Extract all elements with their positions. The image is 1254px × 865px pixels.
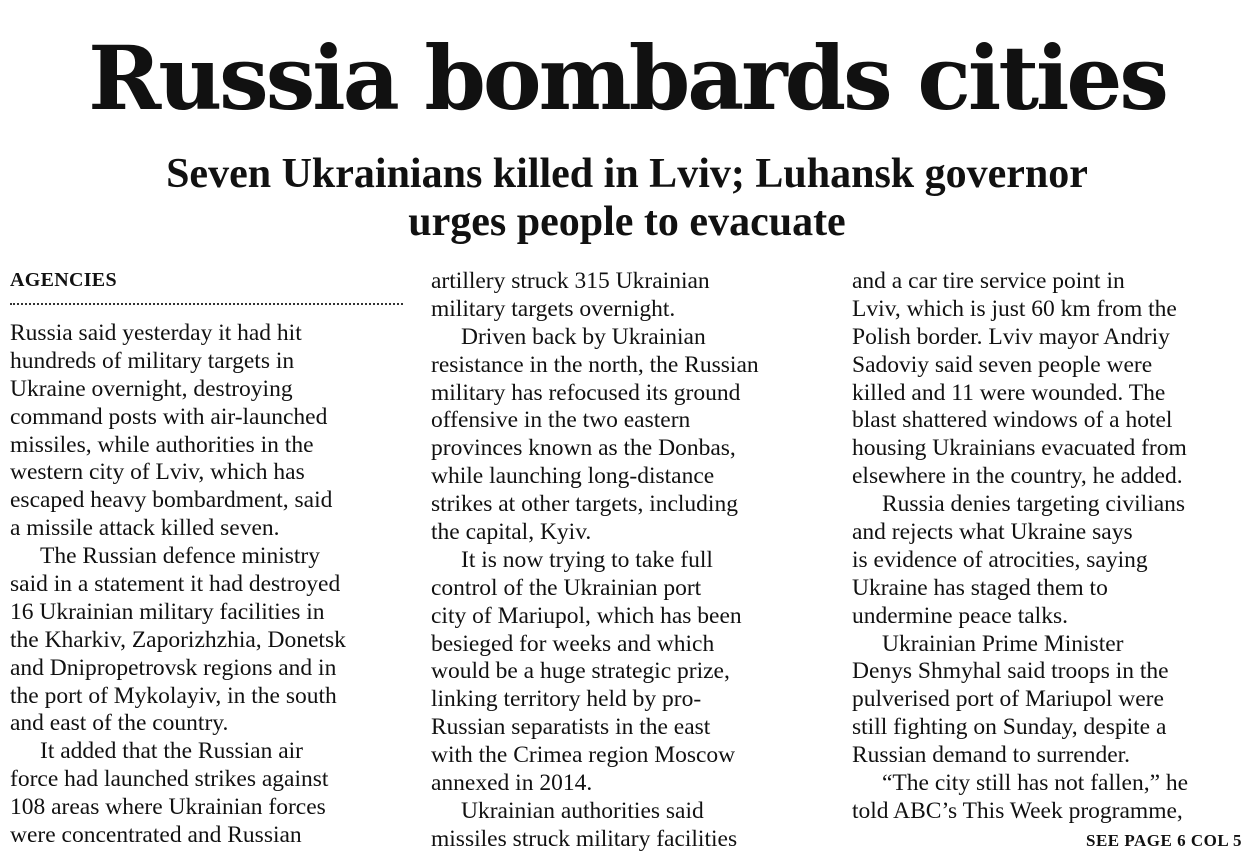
article-column-1 bbox=[10, 320, 405, 850]
article-text-line: besieged for weeks and which bbox=[431, 630, 715, 657]
article-text-line: still fighting on Sunday, despite a bbox=[852, 714, 1167, 741]
headline: Russia bombards cities bbox=[88, 26, 1166, 130]
article-text-line: resistance in the north, the Russian bbox=[431, 351, 759, 378]
article-text-line: housing Ukrainians evacuated from bbox=[852, 435, 1187, 462]
article-text-line: blast shattered windows of a hotel bbox=[852, 407, 1173, 434]
article-text-line: military targets overnight. bbox=[431, 295, 676, 322]
subheadline-line-1: Seven Ukrainians killed in Lviv; Luhansk governor bbox=[166, 151, 1088, 197]
byline-divider bbox=[10, 303, 403, 305]
article-text-line: linking territory held by pro- bbox=[431, 686, 702, 713]
article-text-line: Ukrainian authorities said bbox=[461, 797, 704, 824]
article-text-line: city of Mariupol, which has been bbox=[431, 602, 742, 629]
article-text-line: and rejects what Ukraine says bbox=[852, 519, 1133, 546]
article-text-line: the Kharkiv, Zaporizhzhia, Donetsk bbox=[10, 626, 346, 653]
subheadline bbox=[0, 150, 1254, 246]
article-text-line: Russia said yesterday it had hit bbox=[10, 320, 302, 346]
article-text-line: The Russian defence ministry bbox=[40, 543, 320, 570]
article-text-line: Lviv, which is just 60 km from the bbox=[852, 295, 1177, 322]
article-text-line: Ukraine has staged them to bbox=[852, 574, 1108, 601]
article-text-line: is evidence of atrocities, saying bbox=[852, 546, 1148, 573]
article-text-line: while launching long-distance bbox=[431, 463, 715, 490]
byline: AGENCIES bbox=[10, 269, 117, 291]
article-text-line: missiles, while authorities in the bbox=[10, 431, 314, 458]
article-text-line: said in a statement it had destroyed bbox=[10, 571, 341, 598]
article-text-line: strikes at other targets, including bbox=[431, 491, 738, 518]
article-text-line: military has refocused its ground bbox=[431, 379, 741, 406]
article-text-line: told ABC’s This Week programme, bbox=[852, 797, 1183, 824]
article-text-line: Polish border. Lviv mayor Andriy bbox=[852, 323, 1170, 350]
article-text-line: undermine peace talks. bbox=[852, 602, 1068, 629]
article-text-line: command posts with air-launched bbox=[10, 403, 328, 430]
article-text-line: missiles struck military facilities bbox=[431, 825, 738, 852]
article-text-line: Denys Shmyhal said troops in the bbox=[852, 658, 1169, 685]
article-text-line: Ukraine overnight, destroying bbox=[10, 375, 293, 402]
article-text-line: force had launched strikes against bbox=[10, 766, 329, 793]
article-text-line: 108 areas where Ukrainian forces bbox=[10, 794, 326, 821]
article-text-line: and Dnipropetrovsk regions and in bbox=[10, 654, 337, 681]
article-text-line: offensive in the two eastern bbox=[431, 407, 691, 434]
article-text-line: western city of Lviv, which has bbox=[10, 459, 305, 486]
article-text-line: 16 Ukrainian military facilities in bbox=[10, 598, 325, 625]
article-text-line: Sadoviy said seven people were bbox=[852, 351, 1153, 378]
article-text-line: the capital, Kyiv. bbox=[431, 519, 592, 546]
article-text-line: elsewhere in the country, he added. bbox=[852, 463, 1183, 490]
article-text-line: killed and 11 were wounded. The bbox=[852, 379, 1166, 406]
article-column-2 bbox=[431, 268, 826, 854]
article-text-line: the port of Mykolayiv, in the south bbox=[10, 682, 337, 709]
article-text-line: and a car tire service point in bbox=[852, 268, 1125, 294]
article-text-line: Driven back by Ukrainian bbox=[461, 323, 706, 350]
article-text-line: “The city still has not fallen,” he bbox=[882, 770, 1189, 797]
article-text-line: provinces known as the Donbas, bbox=[431, 435, 736, 462]
article-text-line: artillery struck 315 Ukrainian bbox=[431, 268, 710, 294]
article-text-line: and east of the country. bbox=[10, 710, 229, 737]
article-text-line: would be a huge strategic prize, bbox=[431, 658, 730, 685]
article-text-line: It added that the Russian air bbox=[40, 738, 303, 765]
article-text-line: Ukrainian Prime Minister bbox=[882, 630, 1124, 657]
article-text-line: escaped heavy bombardment, said bbox=[10, 487, 333, 514]
article-text-line: a missile attack killed seven. bbox=[10, 515, 280, 542]
article-text-line: Russian demand to surrender. bbox=[852, 742, 1131, 769]
article-text-line: It is now trying to take full bbox=[461, 546, 713, 573]
article-text-line: pulverised port of Mariupol were bbox=[852, 686, 1164, 713]
article-text-line: with the Crimea region Moscow bbox=[431, 742, 736, 769]
article-text-line: Russia denies targeting civilians bbox=[882, 491, 1186, 518]
subheadline-line-2: urges people to evacuate bbox=[408, 199, 846, 245]
article-text-line: hundreds of military targets in bbox=[10, 347, 295, 374]
article-text-line: Russian separatists in the east bbox=[431, 714, 711, 741]
article-text-line: were concentrated and Russian bbox=[10, 822, 302, 849]
article-text-line: annexed in 2014. bbox=[431, 770, 593, 797]
article-text-line: control of the Ukrainian port bbox=[431, 574, 702, 601]
article-column-3 bbox=[852, 268, 1247, 826]
continuation-reference: SEE PAGE 6 COL 5 bbox=[1086, 831, 1242, 850]
